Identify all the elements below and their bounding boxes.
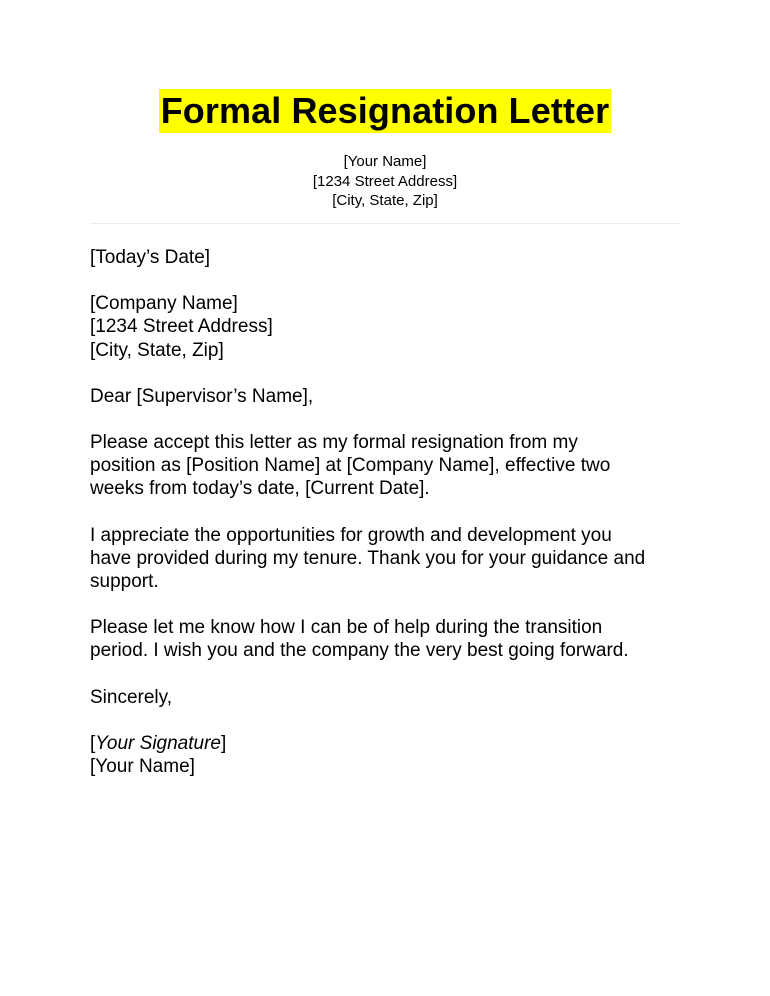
signature-close-bracket: ]	[220, 732, 227, 754]
closing: Sincerely,	[90, 686, 173, 708]
header-divider	[90, 223, 680, 224]
paragraph-resignation	[90, 431, 690, 501]
sender-city-state-zip: [City, State, Zip]	[332, 192, 438, 209]
paragraph-line: position as [Position Name] at [Company Name], effective two	[90, 455, 611, 477]
paragraph-transition	[90, 616, 690, 662]
recipient-block	[90, 292, 690, 362]
paragraph-line: Please let me know how I can be of help during the transition	[90, 617, 603, 639]
paragraph-line: I appreciate the opportunities for growth and development you	[90, 524, 612, 546]
signature-line	[90, 732, 690, 755]
paragraph-line: support.	[90, 571, 159, 593]
signer-name: [Your Name]	[90, 756, 195, 778]
recipient-company: [Company Name]	[90, 293, 238, 315]
letter-date: [Today’s Date]	[90, 247, 211, 268]
signature-block	[90, 732, 690, 778]
paragraph-line: have provided during my tenure. Thank you for your guidance and	[90, 547, 646, 569]
letter-body	[90, 246, 690, 801]
salutation: Dear [Supervisor’s Name],	[90, 385, 314, 407]
signature-open-bracket: [	[90, 732, 96, 754]
recipient-city-state-zip: [City, State, Zip]	[90, 339, 224, 361]
recipient-address: [1234 Street Address]	[90, 316, 273, 338]
signature-text: Your Signature	[95, 732, 221, 754]
paragraph-appreciation	[90, 524, 690, 594]
paragraph-line: weeks from today’s date, [Current Date].	[90, 478, 430, 500]
paragraph-line: Please accept this letter as my formal resignation from my	[90, 432, 578, 454]
sender-header	[0, 152, 770, 211]
title-wrapper	[0, 89, 770, 133]
document-title: Formal Resignation Letter	[160, 90, 610, 131]
paragraph-line: period. I wish you and the company the very best going forward.	[90, 640, 629, 662]
sender-name: [Your Name]	[343, 153, 427, 170]
sender-address: [1234 Street Address]	[312, 172, 458, 190]
